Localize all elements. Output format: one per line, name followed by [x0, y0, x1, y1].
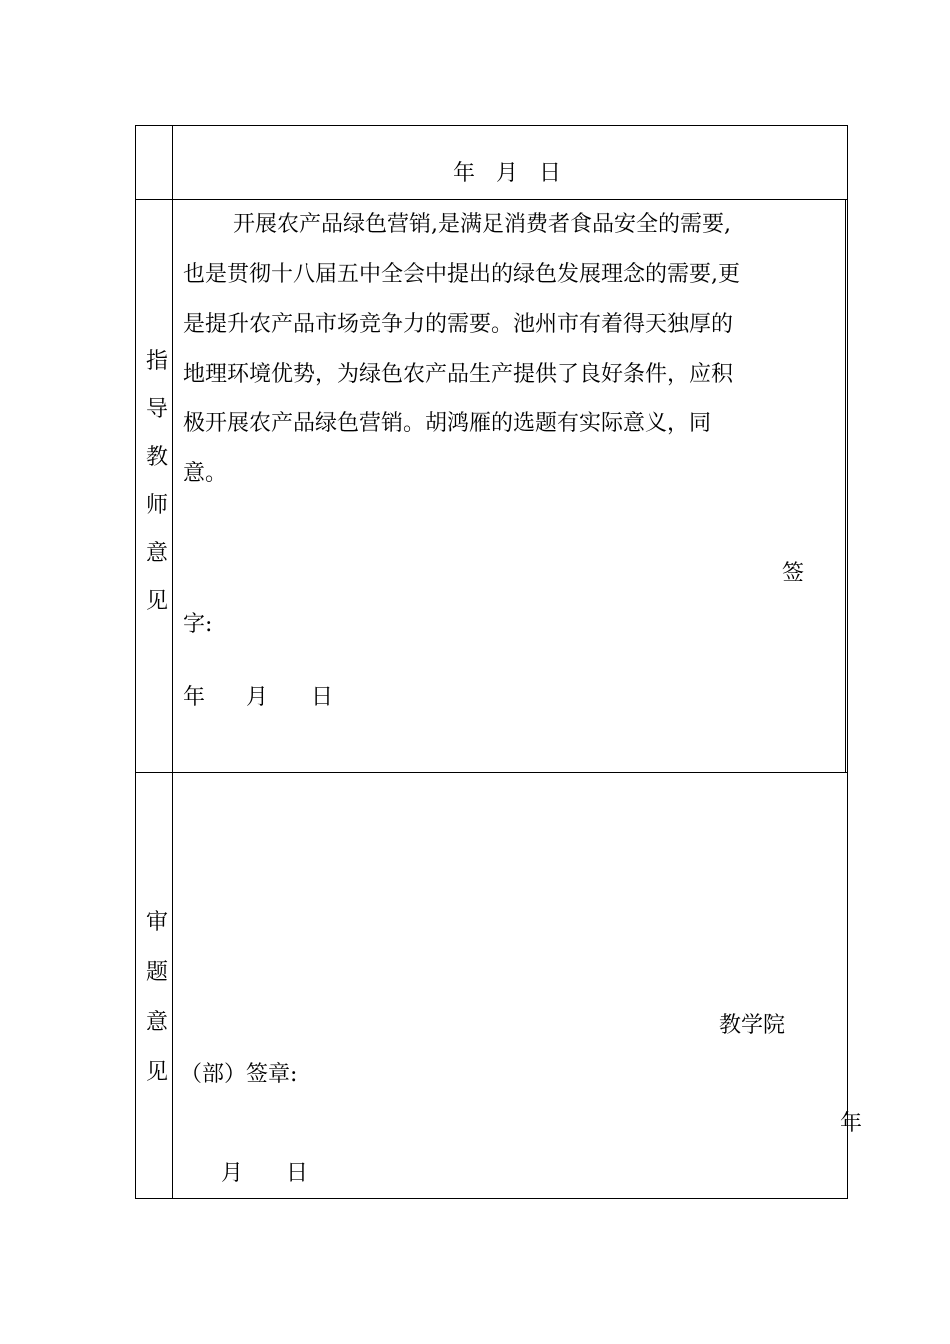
opinion-line: 意。: [183, 461, 228, 486]
college-label: 教学院: [719, 1013, 786, 1038]
advisor-date-year: 年: [183, 685, 206, 710]
table-border-top: [135, 125, 848, 126]
label-char: 见: [145, 1060, 168, 1085]
advisor-date-month: 月: [246, 685, 269, 710]
opinion-line: 极开展农产品绿色营销。胡鸿雁的选题有实际意义，同: [183, 411, 712, 436]
review-date-year: 年: [840, 1111, 863, 1136]
advisor-opinion-label: [143, 338, 171, 626]
advisor-cell-inner-right-border: [845, 199, 846, 773]
label-char: 意: [145, 541, 168, 566]
advisor-sign-part1: 签: [782, 561, 805, 586]
table-row-divider-1: [135, 199, 848, 200]
opinion-line: 是提升农产品市场竞争力的需要。池州市有着得天独厚的: [183, 312, 734, 337]
review-date-day: 日: [286, 1161, 309, 1186]
review-opinion-label: [143, 898, 171, 1098]
label-char: 导: [145, 397, 168, 422]
opinion-line: 地理环境优势，为绿色农产品生产提供了良好条件，应积: [183, 362, 734, 387]
label-char: 师: [145, 493, 168, 518]
advisor-date-day: 日: [311, 685, 334, 710]
table-border-left: [135, 125, 136, 1199]
opinion-line: 也是贯彻十八届五中全会中提出的绿色发展理念的需要,更: [183, 262, 740, 287]
table-row-divider-2: [135, 772, 848, 773]
table-border-right: [847, 125, 848, 1199]
label-char: 题: [145, 960, 168, 985]
advisor-sign-part2: 字:: [183, 612, 213, 637]
top-date: 年 月 日: [453, 161, 561, 186]
label-char: 指: [145, 349, 168, 374]
review-date-month: 月: [221, 1161, 244, 1186]
label-char: 教: [145, 445, 168, 470]
label-char: 见: [145, 589, 168, 614]
table-border-bottom: [135, 1198, 848, 1199]
table-column-divider: [172, 125, 173, 1199]
opinion-line: 开展农产品绿色营销,是满足消费者食品安全的需要,: [233, 212, 731, 237]
label-char: 意: [145, 1010, 168, 1035]
label-char: 审: [145, 910, 168, 935]
dept-seal-label: （部）签章:: [180, 1062, 298, 1087]
